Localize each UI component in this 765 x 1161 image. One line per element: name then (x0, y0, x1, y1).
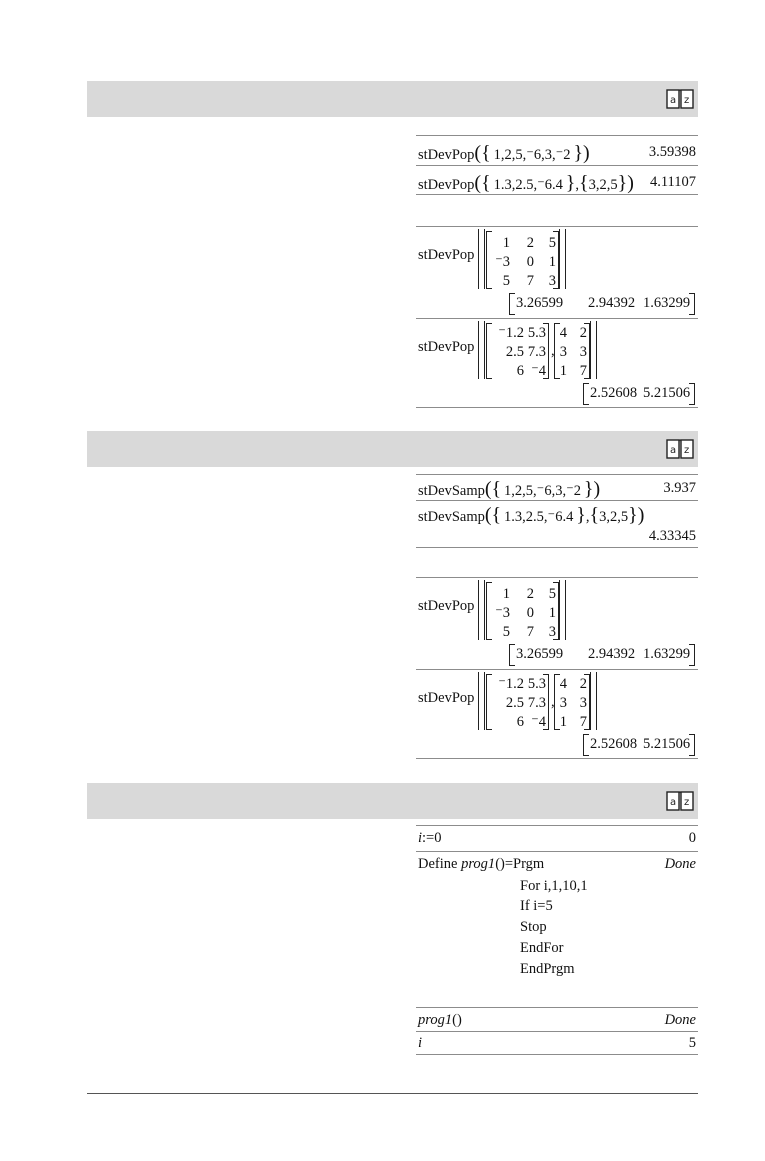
matrix-cell: 7 (579, 714, 587, 730)
matrix-cell: 5.3 (527, 325, 546, 341)
result-value: Done (664, 856, 696, 872)
matrix-cell: 7 (526, 624, 534, 640)
stdevsamp-list-row: stDevSamp({ 1,2,5,⁻6,3,⁻2 }) 3.937 (416, 474, 698, 500)
matrix-cell: 0 (526, 254, 534, 270)
matrix-cell: 5.3 (527, 676, 546, 692)
paren-right (559, 229, 566, 289)
svg-text:z: z (684, 445, 690, 456)
stdevpop-matrix-panel-1 (416, 226, 698, 408)
assign-expression: :=0 (422, 830, 442, 846)
matrix-cell: 1 (548, 254, 556, 270)
result-bracket-right (689, 644, 695, 666)
program-line: For i,1,10,1 (520, 878, 588, 894)
matrix-cell: 0 (526, 605, 534, 621)
matrix-cell: 2 (526, 586, 534, 602)
result-bracket-left (509, 644, 515, 666)
matrix-cell: 3 (579, 695, 587, 711)
result-value: 2.52608 (590, 385, 638, 401)
paren-left (478, 321, 485, 379)
stdevpop-list-panel (416, 135, 698, 195)
matrix-cell: 7.3 (527, 344, 546, 360)
program-line: If i=5 (520, 898, 553, 914)
section-header-bar-3 (87, 783, 698, 819)
list-values: 1.3,2.5,⁻6.4 (504, 509, 574, 525)
result-bracket-left (583, 734, 589, 756)
result-value: 1.63299 (643, 295, 691, 311)
weight-values: 3,2,5 (588, 177, 618, 193)
result-value: 1.63299 (643, 646, 691, 662)
program-line: EndFor (520, 940, 564, 956)
svg-text:a: a (670, 95, 677, 106)
function-call: stDevPop (418, 147, 475, 163)
matrix-row-1 (416, 226, 698, 318)
matrix-cell: ⁻3 (495, 605, 510, 621)
stdevpop-list-row: stDevPop({ 1,2,5,⁻6,3,⁻2 }) 3.59398 (416, 135, 698, 165)
stop-program-panel (416, 825, 698, 1055)
result-bracket-right (689, 293, 695, 315)
svg-text:a: a (670, 797, 677, 808)
matrix-bracket-right (543, 674, 549, 730)
program-name: prog1 (461, 856, 496, 872)
variable-name: i (418, 1035, 423, 1051)
result-value: 3.937 (663, 480, 696, 496)
matrix-cell: 1 (559, 363, 567, 379)
result-value: 5.21506 (643, 736, 691, 752)
result-bracket-right (689, 734, 695, 756)
matrix-cell: 6 (516, 363, 524, 379)
matrix-cell: 4 (559, 676, 567, 692)
result-value: 5 (688, 1035, 696, 1051)
matrix-cell: 5 (548, 586, 556, 602)
variable-name: i (418, 830, 423, 846)
function-call: stDevPop (418, 177, 475, 193)
section-header-bar-2 (87, 431, 698, 467)
result-value: 3.59398 (648, 144, 696, 160)
svg-text:z: z (684, 95, 690, 106)
program-line: EndPrgm (520, 961, 575, 977)
stdevsamp-list-panel (416, 474, 698, 548)
matrix-cell: 5 (548, 235, 556, 251)
result-bracket-right (689, 383, 695, 405)
paren-left (478, 672, 485, 730)
section-header-bar-1 (87, 81, 698, 117)
result-value: 5.21506 (643, 385, 691, 401)
matrix-cell: 1 (502, 586, 510, 602)
weight-values: 3,2,5 (599, 509, 629, 525)
result-value: 0 (688, 830, 696, 846)
matrix-cell: 2 (526, 235, 534, 251)
matrix-cell: ⁻3 (495, 254, 510, 270)
list-values: 1,2,5,⁻6,3,⁻2 (493, 147, 571, 163)
function-call: stDevPop (418, 690, 475, 706)
svg-text:a: a (670, 445, 677, 456)
matrix-cell: 1 (559, 714, 567, 730)
matrix-cell: 7 (579, 363, 587, 379)
result-value: 2.94392 (588, 646, 636, 662)
list-values: 1,2,5,⁻6,3,⁻2 (504, 483, 581, 499)
result-value: Done (664, 1012, 696, 1028)
matrix-cell: 7 (526, 273, 534, 289)
matrix-cell: ⁻1.2 (498, 676, 524, 692)
function-call: stDevSamp (418, 509, 485, 525)
matrix-cell: 5 (502, 273, 510, 289)
matrix-cell: 3 (548, 624, 556, 640)
matrix-cell: 7.3 (527, 695, 546, 711)
matrix-row-1 (416, 577, 698, 669)
svg-text:z: z (684, 797, 690, 808)
result-bracket-left (509, 293, 515, 315)
matrix-cell: 2 (579, 676, 587, 692)
result-value: 4.33345 (648, 528, 696, 544)
reference-book-icon (666, 789, 694, 813)
result-value: 2.94392 (588, 295, 636, 311)
define-row (416, 851, 698, 1007)
matrix-cell: 4 (559, 325, 567, 341)
matrix-cell: 3 (559, 344, 567, 360)
program-name: prog1 (418, 1012, 453, 1028)
define-keyword: Define (418, 856, 462, 872)
page-footer-rule (87, 1093, 698, 1094)
matrix-cell: 6 (516, 714, 524, 730)
matrix-bracket-right (543, 323, 549, 379)
paren-right (559, 580, 566, 640)
matrix-cell: 3 (559, 695, 567, 711)
matrix-row-2: stDevPop ⁻1.2 5.3 2.5 7.3 6 ⁻4 , 4 2 3 3 1 7 2.52608 5.21506 (416, 669, 698, 759)
matrix-cell: ⁻4 (531, 363, 546, 379)
list-values: 1.3,2.5,⁻6.4 (493, 177, 563, 193)
paren-right (590, 672, 597, 730)
define-expression: ()=Prgm (495, 856, 545, 872)
matrix-row-2: stDevPop ⁻1.2 5.3 2.5 7.3 6 ⁻4 , 4 2 3 3 1 7 2.52608 5.21506 (416, 318, 698, 408)
result-bracket-left (583, 383, 589, 405)
assign-row (416, 825, 698, 851)
paren-right (590, 321, 597, 379)
matrix-cell: 2 (579, 325, 587, 341)
matrix-cell: 2.5 (505, 695, 524, 711)
result-value: 2.52608 (590, 736, 638, 752)
matrix-cell: 1 (502, 235, 510, 251)
result-value: 3.26599 (516, 295, 564, 311)
stdevsamp-weighted-list-row: stDevSamp({ 1.3,2.5,⁻6.4 },{3,2,5}) 4.33345 (416, 500, 698, 548)
result-value: 4.11107 (649, 174, 696, 190)
stdevpop-weighted-list-row: stDevPop({ 1.3,2.5,⁻6.4 },{3,2,5}) 4.11107 (416, 165, 698, 195)
reference-book-icon (666, 437, 694, 461)
program-line: Stop (520, 919, 547, 935)
function-call: stDevPop (418, 339, 475, 355)
matrix-cell: ⁻4 (531, 714, 546, 730)
function-call: stDevSamp (418, 483, 485, 499)
reference-book-icon (666, 87, 694, 111)
result-value: 3.26599 (516, 646, 564, 662)
matrix-cell: 1 (548, 605, 556, 621)
stdevpop-matrix-panel-2 (416, 577, 698, 759)
variable-row (416, 1031, 698, 1055)
matrix-cell: 3 (579, 344, 587, 360)
call-row (416, 1007, 698, 1031)
matrix-cell: 3 (548, 273, 556, 289)
matrix-cell: 5 (502, 624, 510, 640)
function-call: stDevPop (418, 598, 475, 614)
matrix-cell: 2.5 (505, 344, 524, 360)
function-call: stDevPop (418, 247, 475, 263)
matrix-cell: ⁻1.2 (498, 325, 524, 341)
call-parens: () (452, 1012, 462, 1028)
